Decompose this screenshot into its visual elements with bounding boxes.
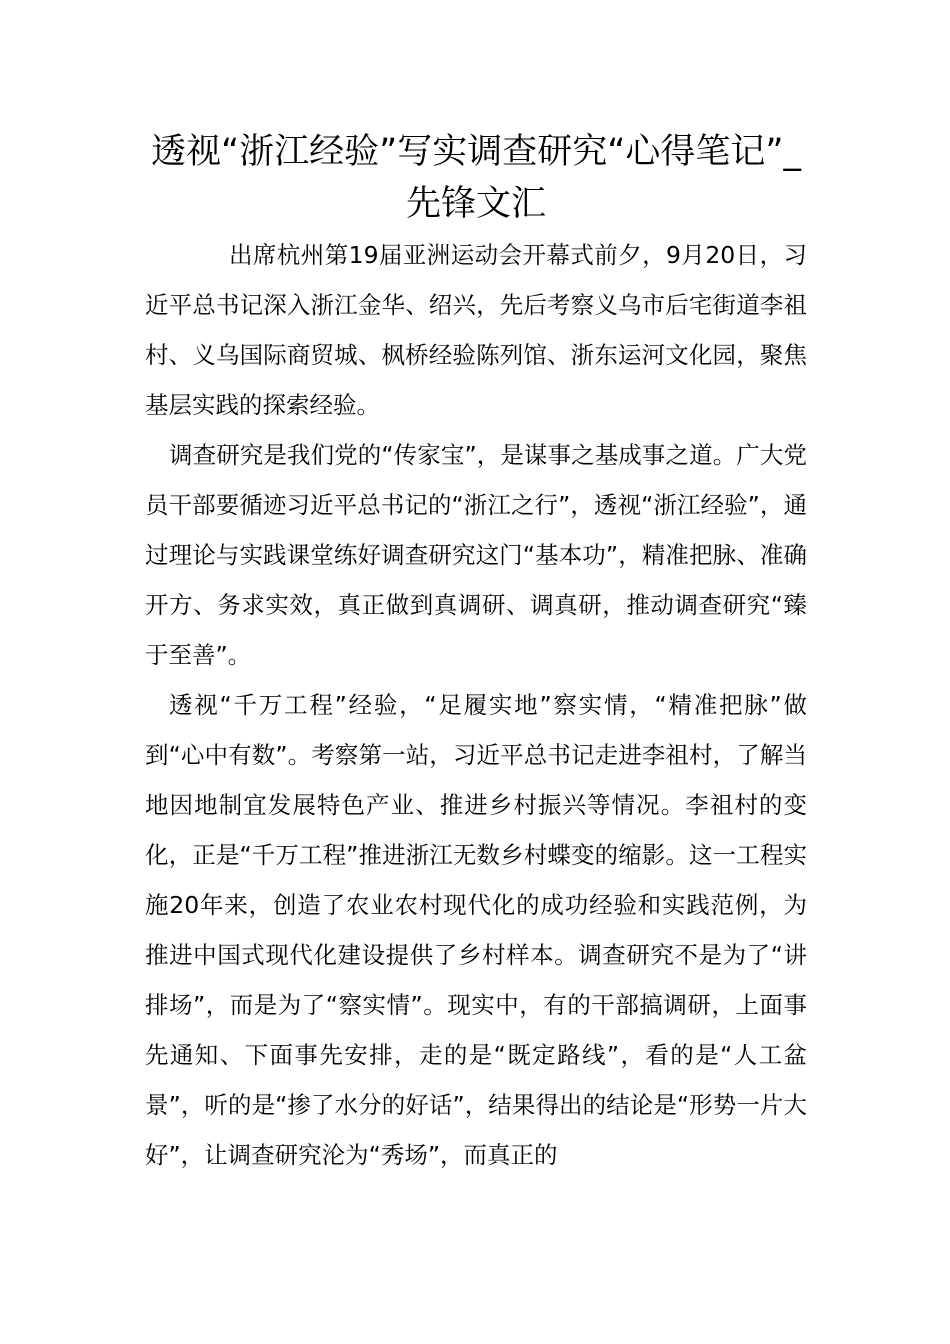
paragraph-3: 透视“千万工程”经验，“足履实地”察实情，“精准把脉”做到“心中有数”。考察第一站，习近平总书记走进李祖村，了解当地因地制宜发展特色产业、推进乡村振兴等情况。李祖村的变化，正是“千万工程”推进浙江无数乡村蝶变的缩影。这一工程实施20年来，创造了农业农村现代化的成功经验和实践范例，为推进中国式现代化建设提供了乡村样本。调查研究不是为了“讲排场”，而是为了“察实情”。现实中，有的干部搞调研，上面事先通知、下面事先安排，走的是“既定路线”，看的是“人工盆景”，听的是“掺了水分的好话”，结果得出的结论是“形势一片大好”，让调查研究沦为“秀场”，而真正的 xyxy=(145,691,807,1169)
document-body xyxy=(145,230,807,1180)
document-title: 透视“浙江经验”写实调查研究“心得笔记”_先锋文汇 xyxy=(150,132,802,224)
paragraph-1: 出席杭州第19届亚洲运动会开幕式前夕，9月20日，习近平总书记深入浙江金华、绍兴，先后考察义乌市后宅街道李祖村、义乌国际商贸城、枫桥经验陈列馆、浙东运河文化园，聚焦基层实践的探索经验。 xyxy=(145,241,807,419)
paragraph-2: 调查研究是我们党的“传家宝”，是谋事之基成事之道。广大党员干部要循迹习近平总书记的“浙江之行”，透视“浙江经验”，通过理论与实践课堂练好调查研究这门“基本功”，精准把脉、准确开方、务求实效，真正做到真调研、调真研，推动调查研究“臻于至善”。 xyxy=(145,441,807,669)
